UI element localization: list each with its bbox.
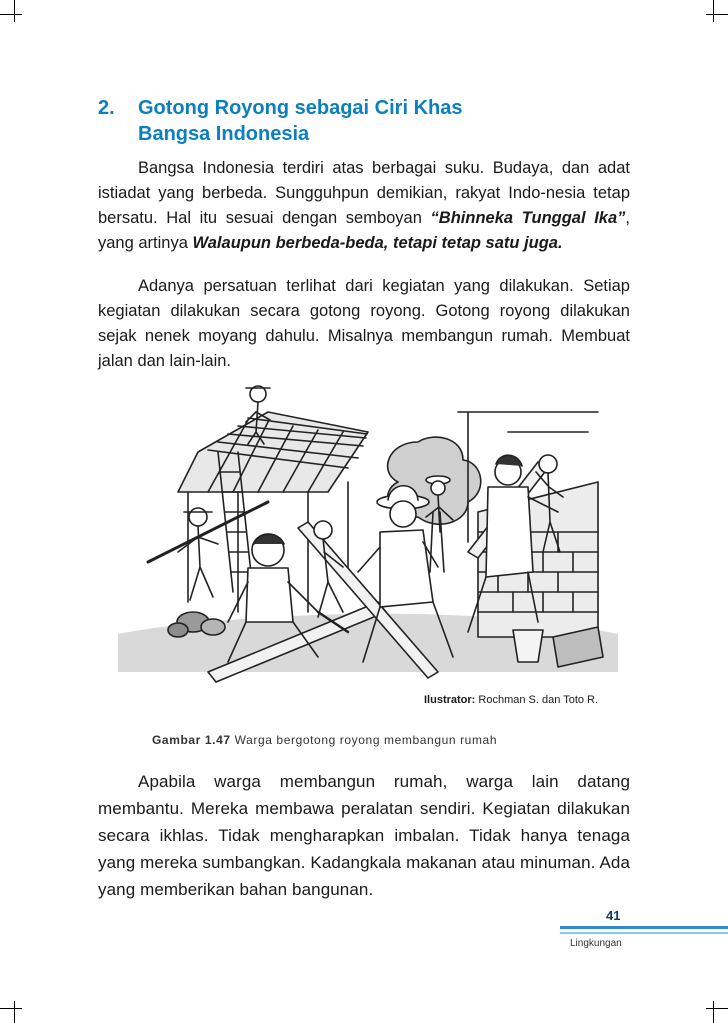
paragraph-1-text-a: Bangsa Indonesia terdiri atas berbagai suku. Budaya, dan adat istiadat yang berbeda. Sungguhpun demikian, rakyat Indo-nesia tetap bersatu. Hal itu sesuai dengan semboyan xyxy=(98,159,630,227)
crop-mark-bottom-right-v xyxy=(713,1001,714,1023)
footer-bar-light xyxy=(560,932,728,934)
crop-mark-top-right-v xyxy=(713,0,714,22)
crop-mark-top-right-h xyxy=(706,14,728,15)
paragraph-2 xyxy=(98,274,630,374)
crop-mark-top-left-h xyxy=(0,14,22,15)
paragraph-1 xyxy=(98,156,630,256)
paragraph-2-text: Adanya persatuan terlihat dari kegiatan yang dilakukan. Setiap kegiatan dilakukan secara gotong royong. Gotong royong dilakukan sejak nenek moyang dahulu. Misalnya membangun rumah. Membuat jalan dan lain-lain. xyxy=(98,277,630,370)
footer-bar xyxy=(560,926,728,929)
credit-label: Ilustrator: xyxy=(424,694,476,706)
section-title-line2: Bangsa Indonesia xyxy=(138,123,310,145)
page-number: 41 xyxy=(606,908,621,923)
caption-text: Warga bergotong royong membangun rumah xyxy=(234,733,498,747)
illustration-gotong-royong xyxy=(118,372,618,704)
crop-mark-top-left-v xyxy=(14,0,15,22)
section-title-line1: Gotong Royong sebagai Ciri Khas xyxy=(138,97,463,119)
paragraph-3-text: Apabila warga membangun rumah, warga lain datang membantu. Mereka membawa peralatan sendiri. Kegiatan dilakukan secara ikhlas. Tidak mengharapkan imbalan. Tidak hanya tenaga yang mereka sumbangkan. Kadangkala makanan atau minuman. Ada yang memberikan bahan bangunan. xyxy=(98,772,630,899)
illustrator-credit xyxy=(424,694,598,706)
figure-caption xyxy=(152,733,497,747)
credit-names: Rochman S. dan Toto R. xyxy=(478,694,599,706)
paragraph-3 xyxy=(98,768,630,903)
crop-mark-bottom-left-h xyxy=(0,1008,22,1009)
chapter-label: Lingkungan xyxy=(570,938,622,949)
section-number: 2. xyxy=(98,97,115,119)
crop-mark-bottom-right-h xyxy=(706,1008,728,1009)
illustration-drawing xyxy=(118,372,618,704)
caption-label: Gambar 1.47 xyxy=(152,733,231,747)
paragraph-1-text-b: , yang artinya xyxy=(98,209,630,252)
motto-text: “Bhinneka Tunggal Ika” xyxy=(430,209,626,227)
crop-mark-bottom-left-v xyxy=(14,1001,15,1023)
motto-meaning: Walaupun berbeda-beda, tetapi tetap satu juga. xyxy=(192,234,563,252)
